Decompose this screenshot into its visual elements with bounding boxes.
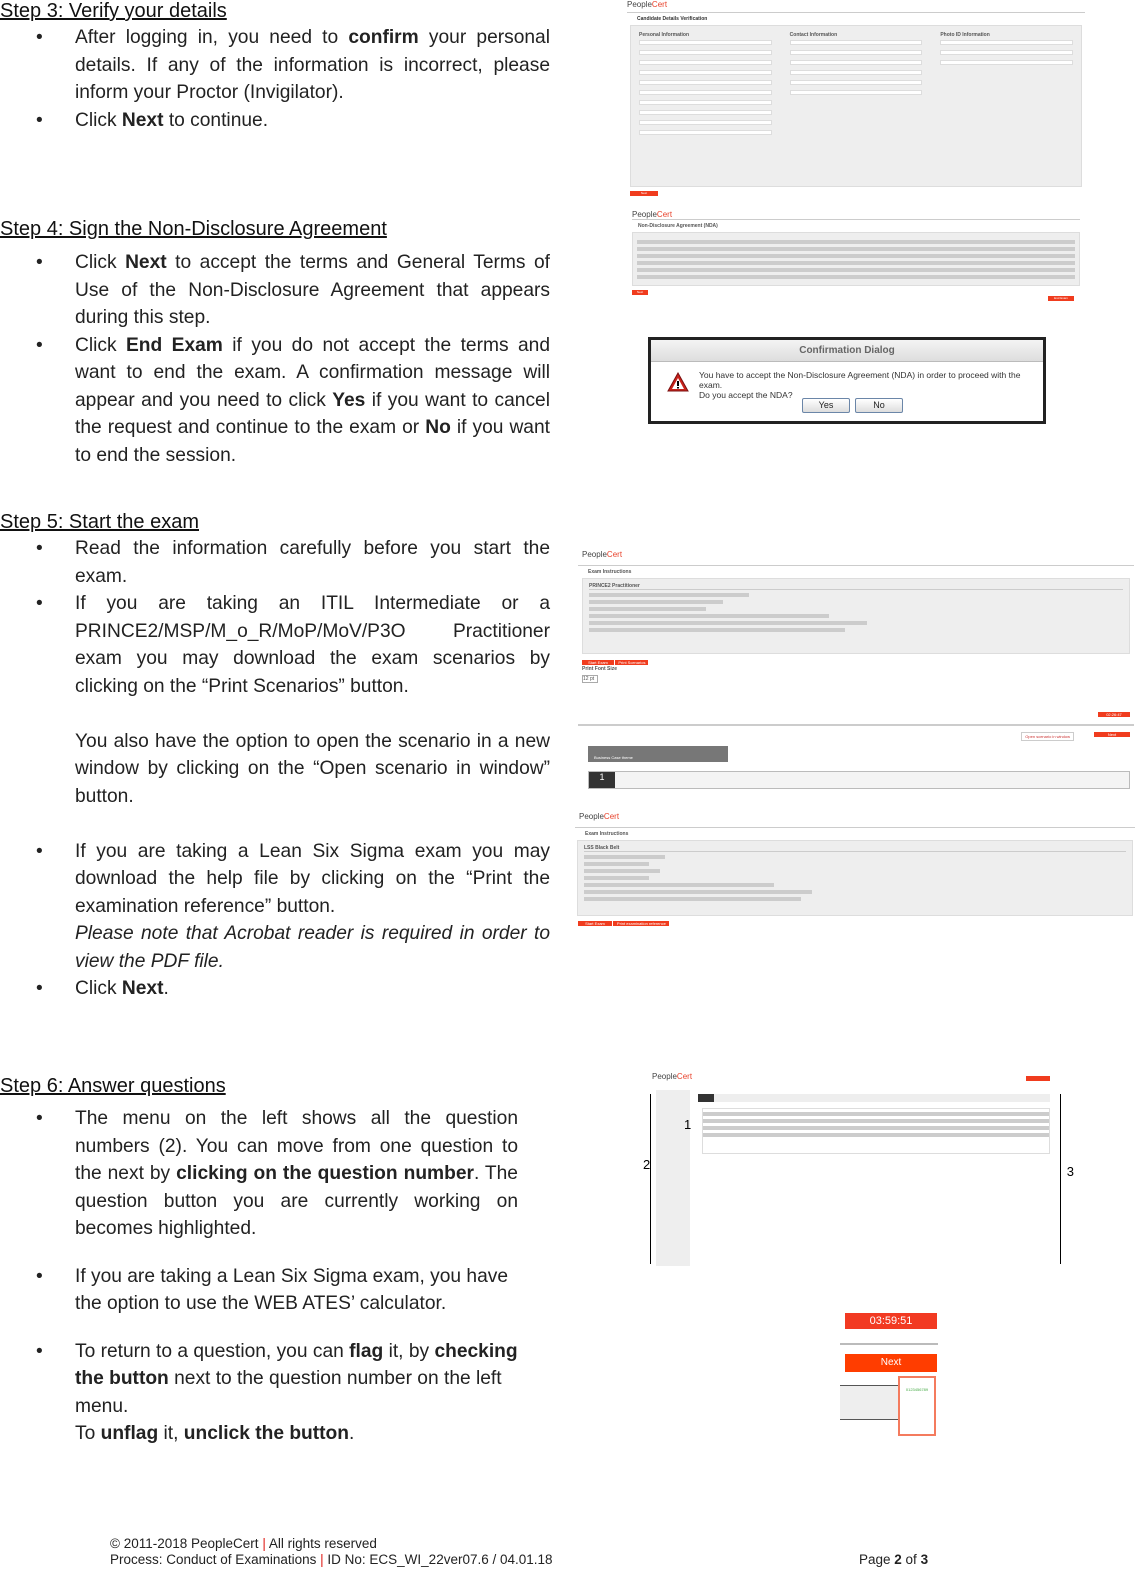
text: Click [75, 978, 122, 999]
text: flag [349, 1340, 384, 1362]
next-button[interactable]: Next [632, 290, 648, 295]
list-item [0, 107, 550, 135]
list-item [0, 1105, 518, 1243]
print-reference-button[interactable]: Print examination reference [613, 921, 669, 926]
no-button[interactable]: No [855, 398, 903, 413]
step4-heading: Step 4: Sign the Non-Disclosure Agreement [0, 218, 387, 240]
text: To [75, 1423, 101, 1444]
step6-heading: Step 6: Answer questions [0, 1075, 226, 1097]
next-button[interactable]: Next [630, 191, 658, 196]
list-item [0, 249, 550, 332]
exam-timer: 03:59:51 [845, 1313, 937, 1329]
footer-copyright: © 2011-2018 PeopleCert | All rights reserved [110, 1536, 377, 1551]
exam-name: PRINCE2 Practitioner [589, 583, 1123, 590]
title: Candidate Details Verification [627, 12, 1085, 25]
lss-instructions-screenshot: PeopleCert Exam Instructions LSS Black Belt Start Exam Print examination reference [575, 812, 1135, 940]
start-exam-button[interactable]: Start Exam [578, 921, 612, 926]
dialog-title: Confirmation Dialog [651, 340, 1043, 362]
text: if you do not accept the terms and want to end the exam. A confirmation message will appear and you need to click [75, 334, 550, 411]
confirmation-dialog [648, 337, 1046, 424]
list-item: • If you are taking a Lean Six Sigma exam, you have the option to use the WEB ATES’ calculator. [0, 1263, 518, 1318]
text: Yes [332, 389, 366, 411]
text: Click [75, 252, 126, 273]
text: Process: Conduct of Examinations [110, 1552, 317, 1567]
exam-name: LSS Black Belt [584, 845, 1126, 852]
text: ID No: ECS_WI_22ver07.6 / 04.01.18 [327, 1552, 553, 1567]
callout-1: 1 [684, 1117, 692, 1132]
step6-list [0, 1105, 518, 1448]
peoplecert-logo: PeopleCert [627, 0, 668, 9]
list-item [0, 24, 550, 107]
text: End Exam [126, 334, 223, 356]
nda-screenshot: PeopleCert Non-Disclosure Agreement (NDA) Next End Exam [632, 210, 1080, 302]
list-item: • Read the information carefully before you start the exam. [0, 535, 550, 590]
list-item [0, 332, 550, 470]
text: if you want to cancel the request and continue to the exam or [75, 389, 550, 438]
step3-heading: Step 3: Verify your details [0, 0, 227, 22]
list-item-continued [0, 1420, 518, 1448]
text: to accept the terms and General Terms of Use of the Non-Disclosure Agreement that appears during this step. [75, 252, 551, 328]
text: Next [125, 252, 167, 273]
calculator-display: 0123456789 [905, 1387, 929, 1392]
text: . [163, 978, 169, 999]
step5-heading: Step 5: Start the exam [0, 511, 199, 533]
end-exam-button[interactable]: End Exam [1048, 296, 1074, 301]
text: Click [75, 334, 126, 356]
font-size-select[interactable]: 12 pt [582, 675, 598, 683]
text: No [425, 417, 451, 438]
list-item-continued: You also have the option to open the scenario in a new window by clicking on the “Open scenario in window” button. [75, 730, 550, 807]
title: Exam Instructions [578, 565, 1134, 578]
calculator[interactable] [898, 1376, 936, 1436]
text: unclick the button [183, 1423, 349, 1444]
warning-icon [667, 372, 689, 392]
section-label: Photo ID Information [940, 32, 990, 38]
text: . The question button you are currently working on becomes highlighted. [75, 1163, 518, 1239]
title: Non-Disclosure Agreement (NDA) [632, 219, 1080, 232]
dialog-message: You have to accept the Non-Disclosure Agreement (NDA) in order to proceed with the exam. [699, 370, 1021, 390]
open-scenario-button[interactable]: Open scenario in window [1021, 732, 1074, 741]
text: confirm [348, 27, 419, 48]
text: All rights reserved [268, 1536, 377, 1551]
text: Click [75, 109, 122, 131]
page-number: Page 2 of 3 [859, 1552, 929, 1567]
list-item [0, 1338, 518, 1421]
step3-list [0, 24, 550, 134]
text: To return to a question, you can [75, 1340, 350, 1362]
text: if you want to end the session. [75, 417, 550, 466]
text: . [349, 1423, 355, 1444]
candidate-details-screenshot [627, 0, 1085, 196]
text: clicking on the question number [176, 1163, 474, 1184]
list-item: • If you are taking a Lean Six Sigma exam you may download the help file by clicking on the “Print the examination reference” button. [0, 838, 550, 921]
exam-instructions-screenshot: PeopleCert Exam Instructions PRINCE2 Practitioner Start Exam Print Scenarios Print Font Size 12 pt 02:26:47 Open scenario in window Next Business Case theme 1 [578, 550, 1134, 790]
text: Next [121, 109, 164, 131]
syllabus-table: Business Case theme [588, 746, 728, 762]
title: Exam Instructions [575, 827, 1135, 840]
text: © 2011-2018 PeopleCert [110, 1536, 259, 1551]
text: Next [121, 978, 164, 999]
dialog-question: Do you accept the NDA? [699, 390, 793, 400]
step5-list [0, 535, 550, 1003]
text: your personal details. If any of the information is incorrect, please inform your Proctor (Invigilator). [75, 27, 550, 103]
callout-2: 2 [643, 1157, 651, 1172]
section-label: Personal Information [639, 32, 690, 38]
start-exam-button[interactable]: Start Exam [582, 660, 614, 665]
footer-process: Process: Conduct of Examinations | ID No: ECS_WI_22ver07.6 / 04.01.18 [110, 1552, 553, 1567]
next-button[interactable]: Next [845, 1354, 937, 1372]
text: checking the button [75, 1340, 518, 1389]
step4-list [0, 249, 550, 469]
print-scenarios-button[interactable]: Print Scenarios [615, 660, 648, 665]
note: Please note that Acrobat reader is required in order to view the PDF file. [75, 923, 550, 972]
text: to continue. [163, 109, 269, 131]
next-button[interactable]: Next [1094, 732, 1130, 737]
label: Print Font Size [582, 666, 617, 672]
question-number: 1 [589, 772, 615, 788]
timer: 02:26:47 [1098, 712, 1130, 717]
text: next to the question number on the left menu. [75, 1368, 502, 1417]
text: The menu on the left shows all the question numbers (2). You can move from one question to the next by [75, 1108, 518, 1184]
yes-button[interactable]: Yes [802, 398, 850, 413]
text: unflag [100, 1423, 159, 1444]
answer-questions-screenshot: PeopleCert 2 1 3 [638, 1072, 1074, 1272]
list-item: • If you are taking an ITIL Intermediate or a PRINCE2/MSP/M_o_R/MoP/MoV/P3O Practitioner exam you may download the exam scenarios by clicking on the “Print Scenarios” button. [0, 590, 550, 700]
text: it, by [383, 1340, 435, 1362]
text: After logging in, you need to [75, 27, 349, 48]
list-item [0, 975, 550, 1003]
section-label: Contact Information [789, 32, 838, 38]
text: it, [158, 1423, 184, 1444]
callout-3: 3 [1066, 1164, 1074, 1179]
